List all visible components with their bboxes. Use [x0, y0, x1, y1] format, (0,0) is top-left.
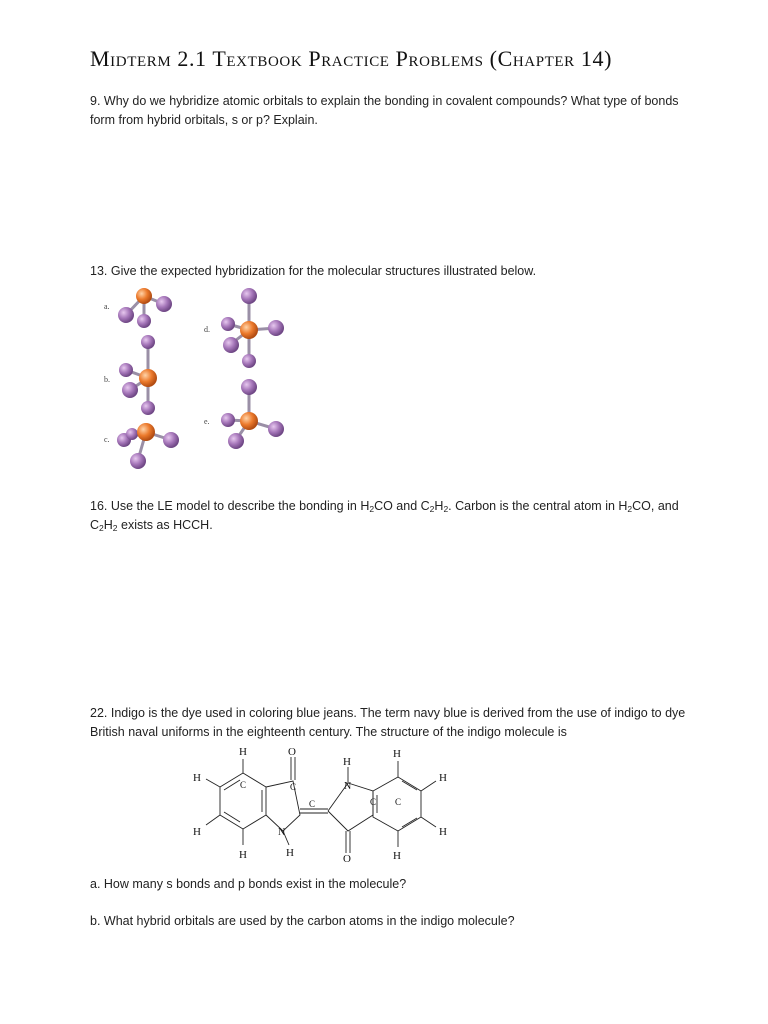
- question-16: 16. Use the LE model to describe the bonding in $H_2CO$ and $C_2H_2$. Carbon is the central atom in $H_2CO$, and $C_2H_2$ exists as HCCH.: [90, 499, 679, 533]
- indigo-h: H: [439, 826, 447, 838]
- indigo-c: C: [309, 799, 316, 809]
- molecule-e: [221, 379, 284, 449]
- indigo-o: O: [343, 853, 351, 865]
- label-b: b.: [104, 375, 110, 384]
- indigo-h: H: [343, 756, 351, 768]
- question-22b: b. What hybrid orbitals are used by the carbon atoms in the indigo molecule?: [90, 914, 515, 928]
- molecule-b: [119, 335, 157, 415]
- label-e: e.: [204, 417, 210, 426]
- label-a: a.: [104, 302, 110, 311]
- indigo-h: H: [439, 772, 447, 784]
- indigo-h: H: [193, 772, 201, 784]
- indigo-n: N: [344, 781, 352, 792]
- indigo-h: H: [393, 748, 401, 760]
- molecule-c: [117, 423, 179, 469]
- page-title: Midterm 2.1 Textbook Practice Problems (Chapter 14): [90, 46, 613, 71]
- indigo-h: H: [239, 849, 247, 861]
- question-13: 13. Give the expected hybridization for the molecular structures illustrated below.: [90, 264, 537, 278]
- indigo-structure: [188, 743, 458, 868]
- indigo-c: C: [370, 797, 377, 807]
- indigo-h: H: [193, 826, 201, 838]
- indigo-c: C: [395, 797, 402, 807]
- question-22a: a. How many s bonds and p bonds exist in the molecule?: [90, 877, 407, 891]
- indigo-h: H: [286, 847, 294, 859]
- hybridization-molecules-figure: [96, 284, 306, 474]
- label-c: c.: [104, 435, 110, 444]
- indigo-h: H: [393, 850, 401, 862]
- indigo-c: C: [240, 780, 247, 790]
- molecule-d: [221, 288, 284, 368]
- indigo-n: N: [278, 827, 286, 838]
- molecule-a: [118, 288, 172, 328]
- indigo-o: O: [288, 746, 296, 758]
- indigo-h: H: [239, 746, 247, 758]
- indigo-c: C: [290, 782, 297, 792]
- label-d: d.: [204, 325, 210, 334]
- question-22: 22. Indigo is the dye used in coloring blue jeans. The term navy blue is derived from the use of indigo to dye British naval uniforms in the eighteenth century. The structure of the indigo molecule is: [90, 706, 686, 739]
- question-9: 9. Why do we hybridize atomic orbitals to explain the bonding in covalent compounds? What type of bonds form from hybrid orbitals, s or p? Explain.: [90, 94, 679, 127]
